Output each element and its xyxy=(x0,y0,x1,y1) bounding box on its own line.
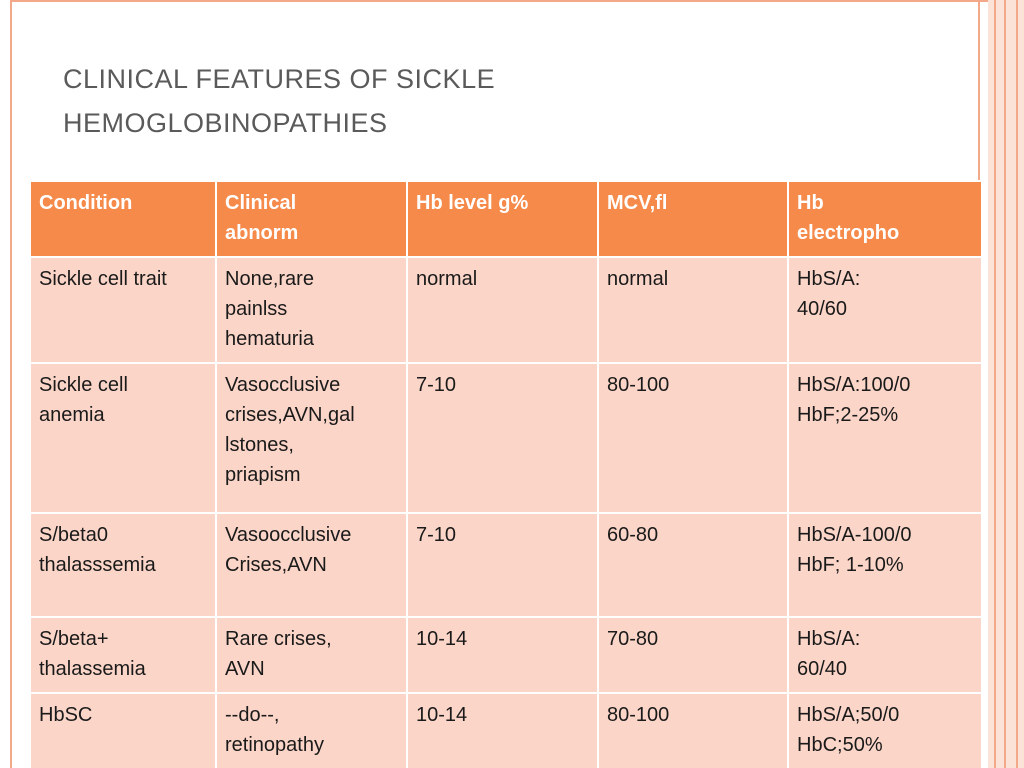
cell-mcv: 80-100 xyxy=(598,363,788,513)
table-row xyxy=(30,257,982,363)
right-band-line xyxy=(1016,0,1018,768)
header-mcv: MCV,fl xyxy=(598,181,788,257)
table-header-row xyxy=(30,181,982,257)
cell-condition: Sickle cell trait xyxy=(30,257,216,363)
cell-condition: S/beta+ thalassemia xyxy=(30,617,216,693)
cell-clinical-abnorm: Vasoocclusive Crises,AVN xyxy=(216,513,407,617)
right-band-line xyxy=(994,0,996,768)
cell-hb-level: 10-14 xyxy=(407,693,598,768)
frame-left-border xyxy=(10,0,12,768)
right-band-line xyxy=(1004,0,1006,768)
cell-condition: S/beta0 thalasssemia xyxy=(30,513,216,617)
clinical-features-table xyxy=(29,180,983,768)
header-hb-electrophoresis: Hb electropho xyxy=(788,181,982,257)
cell-condition: Sickle cell anemia xyxy=(30,363,216,513)
frame-top-border xyxy=(10,0,990,2)
cell-hb-electrophoresis: HbS/A-100/0 HbF; 1-10% xyxy=(788,513,982,617)
cell-mcv: 80-100 xyxy=(598,693,788,768)
cell-condition: HbSC xyxy=(30,693,216,768)
cell-hb-level: 7-10 xyxy=(407,363,598,513)
title-line-1: CLINICAL FEATURES OF SICKLE xyxy=(63,64,496,94)
cell-hb-electrophoresis: HbS/A:100/0 HbF;2-25% xyxy=(788,363,982,513)
cell-hb-electrophoresis: HbS/A;50/0 HbC;50% xyxy=(788,693,982,768)
cell-mcv: 70-80 xyxy=(598,617,788,693)
cell-hb-level: 10-14 xyxy=(407,617,598,693)
cell-hb-level: normal xyxy=(407,257,598,363)
cell-clinical-abnorm: --do--, retinopathy xyxy=(216,693,407,768)
table-row xyxy=(30,363,982,513)
cell-hb-electrophoresis: HbS/A: 40/60 xyxy=(788,257,982,363)
title-line-2: HEMOGLOBINOPATHIES xyxy=(63,108,388,138)
table-row xyxy=(30,513,982,617)
cell-clinical-abnorm: Rare crises, AVN xyxy=(216,617,407,693)
slide-title xyxy=(63,57,963,145)
table-row xyxy=(30,693,982,768)
cell-mcv: normal xyxy=(598,257,788,363)
cell-hb-electrophoresis: HbS/A: 60/40 xyxy=(788,617,982,693)
table-row xyxy=(30,617,982,693)
header-hb-level: Hb level g% xyxy=(407,181,598,257)
cell-mcv: 60-80 xyxy=(598,513,788,617)
header-condition: Condition xyxy=(30,181,216,257)
cell-clinical-abnorm: Vasocclusive crises,AVN,gal lstones, priapism xyxy=(216,363,407,513)
cell-hb-level: 7-10 xyxy=(407,513,598,617)
cell-clinical-abnorm: None,rare painlss hematuria xyxy=(216,257,407,363)
header-clinical-abnorm: Clinical abnorm xyxy=(216,181,407,257)
